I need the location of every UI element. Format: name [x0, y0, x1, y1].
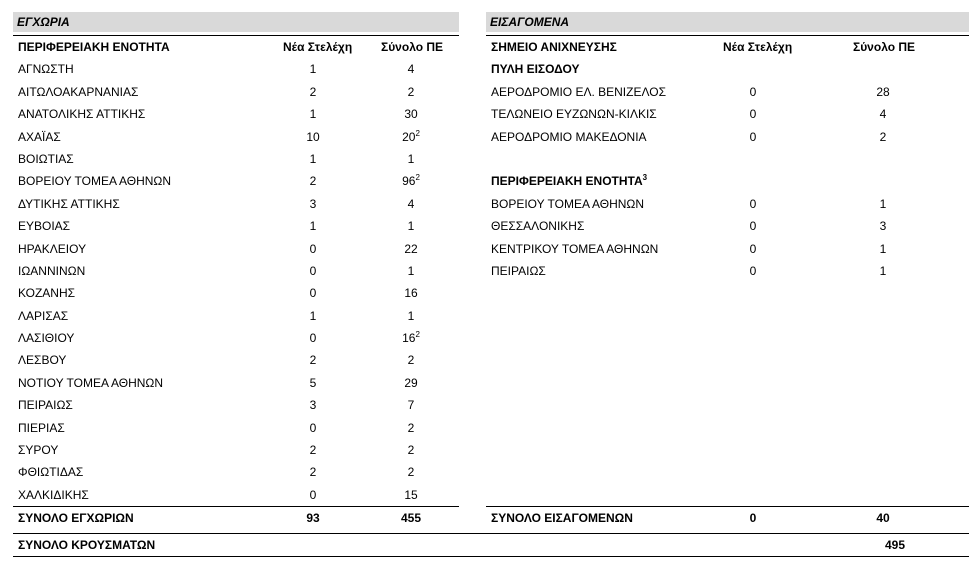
row-new-strains: 2 [309, 465, 317, 480]
footnote-marker: 2 [415, 330, 420, 340]
row-total-value: 2 [407, 465, 415, 480]
row-total-value: 3 [879, 219, 887, 234]
footnote-marker: 3 [642, 173, 648, 183]
row-name: ΦΘΙΩΤΙΔΑΣ [18, 465, 84, 480]
row-name: ΑΙΤΩΛΟΑΚΑΡΝΑΝΙΑΣ [18, 84, 139, 99]
row-total-value: 2 [407, 443, 415, 458]
table-row [13, 193, 459, 215]
row-total [381, 81, 441, 103]
domestic-column-header [13, 35, 459, 58]
row-total-value: 1 [407, 263, 415, 278]
domestic-rows [13, 58, 459, 506]
row-total-value: 16 [404, 286, 418, 301]
row-total-value: 4 [879, 107, 887, 122]
row-total [381, 282, 441, 304]
row-total [853, 260, 913, 282]
row-total-value: 1 [407, 219, 415, 234]
row-total [381, 327, 441, 349]
row-new-strains: 0 [749, 107, 757, 122]
row-total [381, 349, 441, 371]
row-total-value: 22 [404, 241, 418, 256]
row-name: ΘΕΣΣΑΛΟΝΙΚΗΣ [491, 219, 585, 234]
row-total [381, 417, 441, 439]
new-strains-column-header: Νέα Στελέχη [723, 40, 793, 54]
table-row [13, 305, 459, 327]
row-total [381, 170, 441, 192]
row-total [381, 461, 441, 483]
row-total-value: 7 [407, 398, 415, 413]
table-row [13, 126, 459, 148]
row-total [381, 103, 441, 125]
row-name: ΕΥΒΟΙΑΣ [18, 219, 71, 234]
row-name: ΝΟΤΙΟΥ ΤΟΜΕΑ ΑΘΗΝΩΝ [18, 375, 164, 390]
imported-panel [486, 12, 969, 530]
grand-total-label: ΣΥΝΟΛΟ ΚΡΟΥΣΜΑΤΩΝ [18, 538, 156, 552]
row-total-value: 4 [407, 62, 415, 77]
table-row [13, 372, 459, 394]
table-row [13, 148, 459, 170]
row-name: ΠΕΙΡΑΙΩΣ [18, 398, 73, 413]
table-row [486, 193, 969, 215]
row-new-strains: 0 [309, 286, 317, 301]
row-name: ΔΥΤΙΚΗΣ ΑΤΤΙΚΗΣ [18, 196, 120, 211]
table-row [13, 484, 459, 506]
row-name: ΙΩΑΝΝΙΝΩΝ [18, 263, 86, 278]
row-name: ΧΑΛΚΙΔΙΚΗΣ [18, 487, 89, 502]
row-new-strains: 2 [309, 353, 317, 368]
imported-title: ΕΙΣΑΓΟΜΕΝΑ [486, 12, 969, 32]
domestic-total-row [13, 506, 459, 529]
domestic-total-label: ΣΥΝΟΛΟ ΕΓΧΩΡΙΩΝ [18, 511, 134, 526]
entry-gate-rows [486, 81, 969, 148]
row-total-value: 2 [407, 84, 415, 99]
total-column-header: Σύνολο ΠΕ [853, 40, 916, 54]
table-row [486, 260, 969, 282]
table-row [486, 238, 969, 260]
row-name: ΠΕΙΡΑΙΩΣ [491, 263, 546, 278]
region-column-header: ΠΕΡΙΦΕΡΕΙΑΚΗ ΕΝΟΤΗΤΑ [18, 40, 170, 54]
imported-column-header [486, 35, 969, 58]
row-total [381, 193, 441, 215]
row-total [381, 372, 441, 394]
row-new-strains: 0 [309, 487, 317, 502]
row-total [381, 439, 441, 461]
imported-total-label: ΣΥΝΟΛΟ ΕΙΣΑΓΟΜΕΝΩΝ [491, 511, 633, 526]
row-new-strains: 0 [749, 219, 757, 234]
row-total [853, 238, 913, 260]
row-total-value: 20 [402, 129, 416, 144]
empty-space [486, 282, 969, 506]
table-row [13, 461, 459, 483]
table-row [13, 349, 459, 371]
row-name: ΒΟΡΕΙΟΥ ΤΟΜΕΑ ΑΘΗΝΩΝ [491, 196, 645, 211]
table-row [13, 417, 459, 439]
row-total [381, 394, 441, 416]
row-new-strains: 0 [309, 263, 317, 278]
row-name: ΑΧΑΪΑΣ [18, 129, 61, 144]
table-row [13, 327, 459, 349]
imported-total-new: 0 [749, 511, 757, 526]
row-total-value: 29 [404, 375, 418, 390]
row-total [853, 103, 913, 125]
table-row [13, 394, 459, 416]
row-total [853, 215, 913, 237]
row-name: ΣΥΡΟΥ [18, 443, 59, 458]
row-total [853, 126, 913, 148]
row-new-strains: 0 [309, 241, 317, 256]
row-name: ΛΑΡΙΣΑΣ [18, 308, 69, 323]
table-row [13, 260, 459, 282]
row-new-strains: 0 [749, 84, 757, 99]
row-total-value: 2 [407, 420, 415, 435]
table-row [13, 282, 459, 304]
row-total-value: 30 [404, 107, 418, 122]
table-row [13, 81, 459, 103]
row-total-value: 1 [879, 263, 887, 278]
row-name: ΑΓΝΩΣΤΗ [18, 62, 74, 77]
row-new-strains: 0 [749, 241, 757, 256]
grand-total-value: 495 [884, 538, 906, 552]
row-total [381, 58, 441, 80]
footnote-marker: 2 [415, 128, 420, 138]
row-new-strains: 1 [309, 308, 317, 323]
row-new-strains: 1 [309, 219, 317, 234]
regional-unit-label: ΠΕΡΙΦΕΡΕΙΑΚΗ ΕΝΟΤΗΤΑ$^3$ [491, 173, 648, 189]
table-row [486, 81, 969, 103]
row-name: ΚΟΖΑΝΗΣ [18, 286, 76, 301]
row-total [381, 148, 441, 170]
row-total-value: 1 [407, 151, 415, 166]
row-new-strains: 2 [309, 443, 317, 458]
row-total-value: 28 [876, 84, 890, 99]
row-new-strains: 0 [309, 331, 317, 346]
row-name: ΑΕΡΟΔΡΟΜΙΟ ΕΛ. ΒΕΝΙΖΕΛΟΣ [491, 84, 666, 99]
grand-total-row [13, 533, 969, 557]
table-row [13, 103, 459, 125]
row-total [381, 260, 441, 282]
detection-point-column-header: ΣΗΜΕΙΟ ΑΝΙΧΝΕΥΣΗΣ [491, 40, 617, 54]
footnote-marker: 2 [415, 173, 420, 183]
domestic-total-new: 93 [306, 511, 320, 526]
table-row [13, 170, 459, 192]
domestic-panel [13, 12, 459, 530]
row-new-strains: 2 [309, 174, 317, 189]
row-total [381, 305, 441, 327]
row-total-value: 1 [879, 241, 887, 256]
row-total [381, 238, 441, 260]
regional-unit-rows [486, 193, 969, 283]
entry-gate-label: ΠΥΛΗ ΕΙΣΟΔΟΥ [491, 62, 580, 77]
row-total [853, 193, 913, 215]
regional-unit-heading [486, 170, 969, 192]
row-total-value: 2 [879, 129, 887, 144]
table-row [13, 439, 459, 461]
row-name: ΚΕΝΤΡΙΚΟΥ ΤΟΜΕΑ ΑΘΗΝΩΝ [491, 241, 659, 256]
row-name: ΗΡΑΚΛΕΙΟΥ [18, 241, 87, 256]
row-new-strains: 5 [309, 375, 317, 390]
row-new-strains: 0 [749, 129, 757, 144]
row-new-strains: 2 [309, 84, 317, 99]
row-new-strains: 0 [749, 263, 757, 278]
row-new-strains: 1 [309, 62, 317, 77]
row-new-strains: 1 [309, 151, 317, 166]
table-row [486, 215, 969, 237]
row-total-value: 4 [407, 196, 415, 211]
table-row [486, 126, 969, 148]
row-new-strains: 0 [309, 420, 317, 435]
row-total-value: 2 [407, 353, 415, 368]
row-total [853, 81, 913, 103]
imported-total-sum: 40 [876, 511, 890, 526]
row-name: ΑΝΑΤΟΛΙΚΗΣ ΑΤΤΙΚΗΣ [18, 107, 146, 122]
row-new-strains: 0 [749, 196, 757, 211]
row-name: ΤΕΛΩΝΕΙΟ ΕΥΖΩΝΩΝ-ΚΙΛΚΙΣ [491, 107, 657, 122]
row-total [381, 215, 441, 237]
imported-total-row [486, 506, 969, 529]
row-name: ΛΑΣΙΘΙΟΥ [18, 331, 75, 346]
row-total [381, 484, 441, 506]
row-name: ΠΙΕΡΙΑΣ [18, 420, 65, 435]
row-total [381, 126, 441, 148]
row-new-strains: 3 [309, 398, 317, 413]
row-new-strains: 3 [309, 196, 317, 211]
row-total-value: 1 [879, 196, 887, 211]
domestic-total-sum: 455 [400, 511, 422, 526]
table-row [13, 215, 459, 237]
table-row [13, 58, 459, 80]
table-row [486, 103, 969, 125]
row-name: ΛΕΣΒΟΥ [18, 353, 67, 368]
row-total-value: 96 [402, 174, 416, 189]
total-column-header: Σύνολο ΠΕ [381, 40, 444, 54]
row-name: ΒΟΡΕΙΟΥ ΤΟΜΕΑ ΑΘΗΝΩΝ [18, 174, 172, 189]
spacer-row [486, 148, 969, 170]
row-total-value: 1 [407, 308, 415, 323]
row-total-value: 15 [404, 487, 418, 502]
row-new-strains: 1 [309, 107, 317, 122]
row-new-strains: 10 [306, 129, 320, 144]
new-strains-column-header: Νέα Στελέχη [283, 40, 353, 54]
row-name: ΑΕΡΟΔΡΟΜΙΟ ΜΑΚΕΔΟΝΙΑ [491, 129, 647, 144]
row-name: ΒΟΙΩΤΙΑΣ [18, 151, 74, 166]
entry-gate-heading [486, 58, 969, 80]
table-row [13, 238, 459, 260]
row-total-value: 16 [402, 331, 416, 346]
domestic-title: ΕΓΧΩΡΙΑ [13, 12, 459, 32]
